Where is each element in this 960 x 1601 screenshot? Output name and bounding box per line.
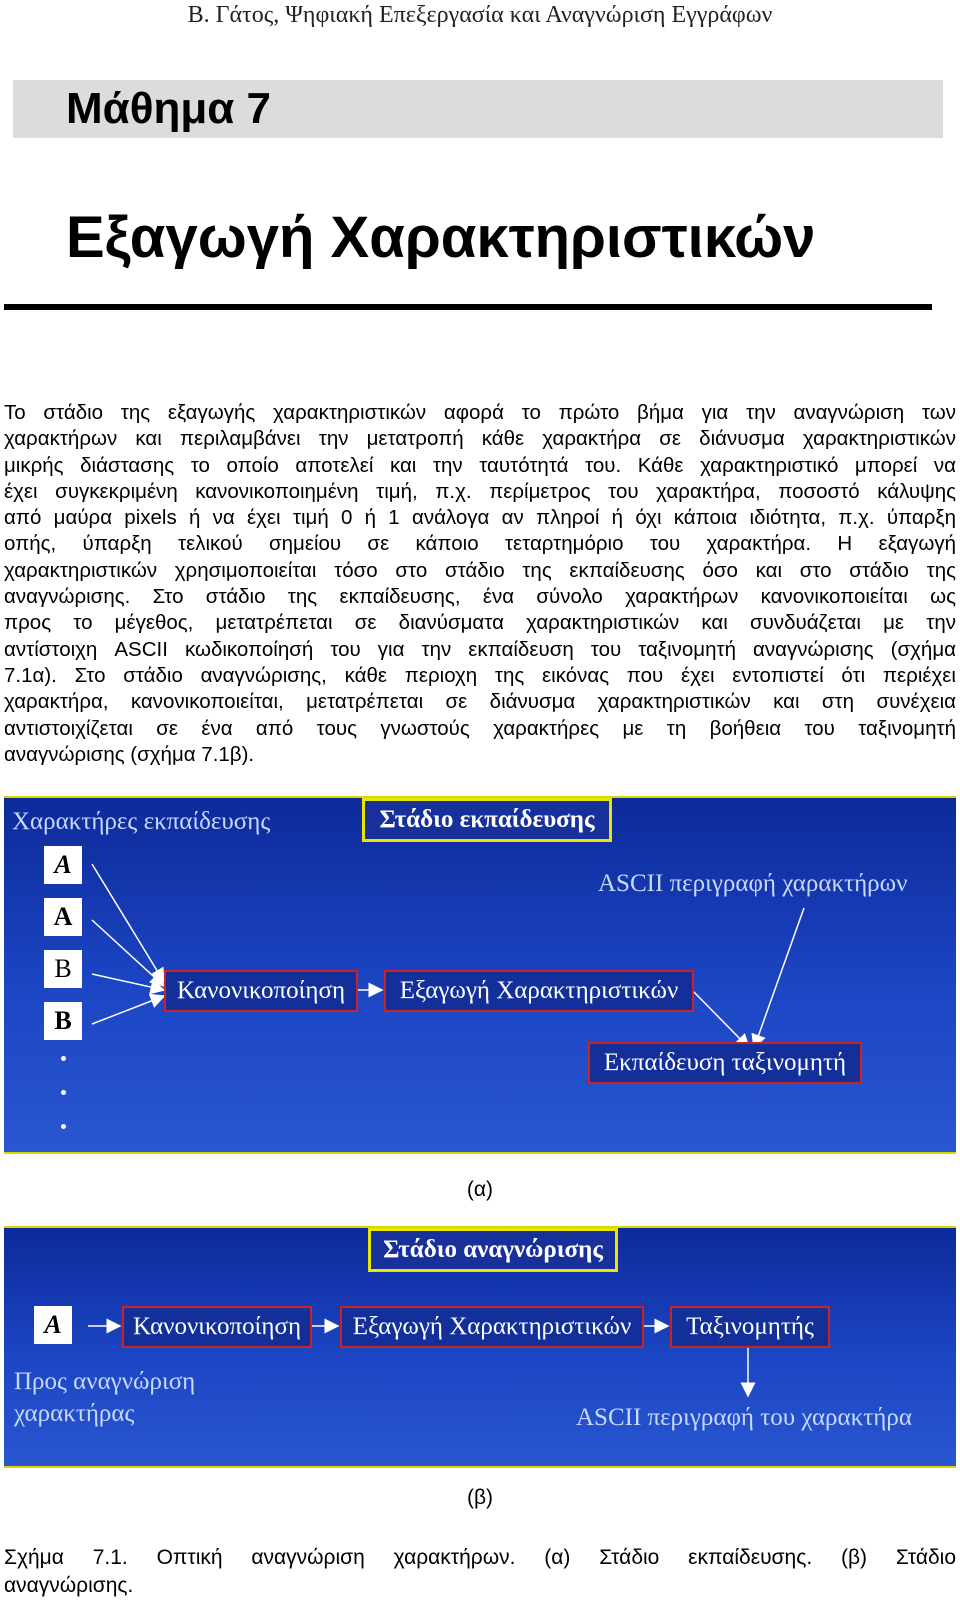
chapter-title: Εξαγωγή Χαρακτηριστικών [66, 205, 816, 270]
classifier-training-box: Εκπαίδευση ταξινομητή [588, 1042, 862, 1084]
input-character-label-line2: χαρακτήρας [14, 1400, 135, 1427]
figure-caption [4, 1544, 956, 1600]
figure-a-caption: (α) [466, 1178, 494, 1201]
title-divider [4, 304, 932, 310]
feature-extraction-box: Εξαγωγή Χαρακτηριστικών [340, 1306, 644, 1348]
input-char: A [34, 1306, 72, 1344]
body-line: χαρακτηριστικών χρησιμοποιείται τόσο στο στάδιο της εκπαίδευσης όσο και στο στάδιο της [4, 558, 956, 582]
body-line: μικρής διάστασης το οποίο αποτελεί και την ταυτότητά του. Κάθε χαρακτηριστικό μπορεί να [4, 453, 956, 477]
body-line: αναγνώρισης (σχήμα 7.1β). [4, 742, 255, 766]
training-char-b-2: B [44, 1002, 82, 1040]
ascii-description-label: ASCII περιγραφή χαρακτήρων [598, 870, 908, 897]
ellipsis-dot [61, 1056, 66, 1061]
body-line: έχει συγκεκριμένη κανονικοποιημένη τιμή, π.χ. περίμετρος του χαρακτήρα, ποσοστό κάλυψης [4, 479, 956, 503]
normalization-box: Κανονικοποίηση [122, 1306, 312, 1348]
ascii-output-label: ASCII περιγραφή του χαρακτήρα [576, 1404, 912, 1431]
training-char-b-1: B [44, 950, 82, 988]
training-char-a-2: A [44, 898, 82, 936]
body-line: χαρακτήρα, κανονικοποιείται, μετατρέπεται σε διάνυσμα χαρακτηριστικών και στη συνέχεια [4, 690, 956, 714]
body-line: αντίστοιχη ASCII κωδικοποίησή του για την εκπαίδευση του ταξινομητή αναγνώρισης (σχήμα [4, 637, 956, 661]
classifier-box: Ταξινομητής [670, 1306, 830, 1348]
body-line: Το στάδιο της εξαγωγής χαρακτηριστικών αφορά το πρώτο βήμα για την αναγνώριση των [4, 401, 956, 424]
recognition-stage-label: Στάδιο αναγνώρισης [368, 1228, 618, 1272]
body-line: προς το μέγεθος, μετατρέπεται σε διανύσματα χαρακτηριστικών και συνδυάζεται με την [4, 611, 956, 635]
ellipsis-dot [61, 1124, 66, 1129]
training-characters-label: Χαρακτήρες εκπαίδευσης [12, 808, 271, 835]
body-line: από μαύρα pixels ή να έχει τιμή 0 ή 1 ανάλογα αν πληροί ή όχι κάποια ιδιότητα, π.χ. ύπαρξη [4, 506, 956, 530]
body-line: χαρακτήρων και περιλαμβάνει την μετατροπή κάθε χαρακτήρα σε διάνυσμα χαρακτηριστικών [4, 427, 956, 451]
body-line: οπής, ύπαρξη τελικού σημείου σε κάποιο τεταρτημόριο του χαρακτήρα. Η εξαγωγή [4, 532, 956, 556]
feature-extraction-box: Εξαγωγή Χαρακτηριστικών [384, 970, 694, 1012]
body-line: αναγνώρισης. Στο στάδιο της εκπαίδευσης, ένα σύνολο χαρακτήρων κανονικοποιείται ως [4, 585, 956, 609]
training-char-a-1: A [44, 846, 82, 884]
running-header: Β. Γάτος, Ψηφιακή Επεξεργασία και Αναγνώριση Εγγράφων [187, 2, 773, 28]
figure-caption-line: αναγνώρισης. [4, 1574, 134, 1597]
figure-training-diagram [4, 796, 956, 1154]
training-stage-label: Στάδιο εκπαίδευσης [362, 798, 612, 842]
lesson-label: Μάθημα 7 [66, 84, 272, 133]
body-line: αντιστοιχίζεται σε ένα από τους γνωστούς χαρακτήρες με τη βοήθεια του ταξινομητή [4, 716, 956, 740]
input-character-label-line1: Προς αναγνώριση [14, 1368, 196, 1395]
figure-b-caption: (β) [466, 1486, 494, 1509]
figure-caption-line: Σχήμα 7.1. Οπτική αναγνώριση χαρακτήρων. (α) Στάδιο εκπαίδευσης. (β) Στάδιο [4, 1546, 956, 1569]
body-paragraph [4, 400, 956, 768]
figure-recognition-diagram [4, 1226, 956, 1468]
ellipsis-dot [61, 1090, 66, 1095]
normalization-box: Κανονικοποίηση [164, 970, 358, 1012]
body-line: 7.1α). Στο στάδιο αναγνώρισης, κάθε περιοχη της εικόνας που έχει εντοπιστεί ότι περιέχει [4, 663, 956, 687]
